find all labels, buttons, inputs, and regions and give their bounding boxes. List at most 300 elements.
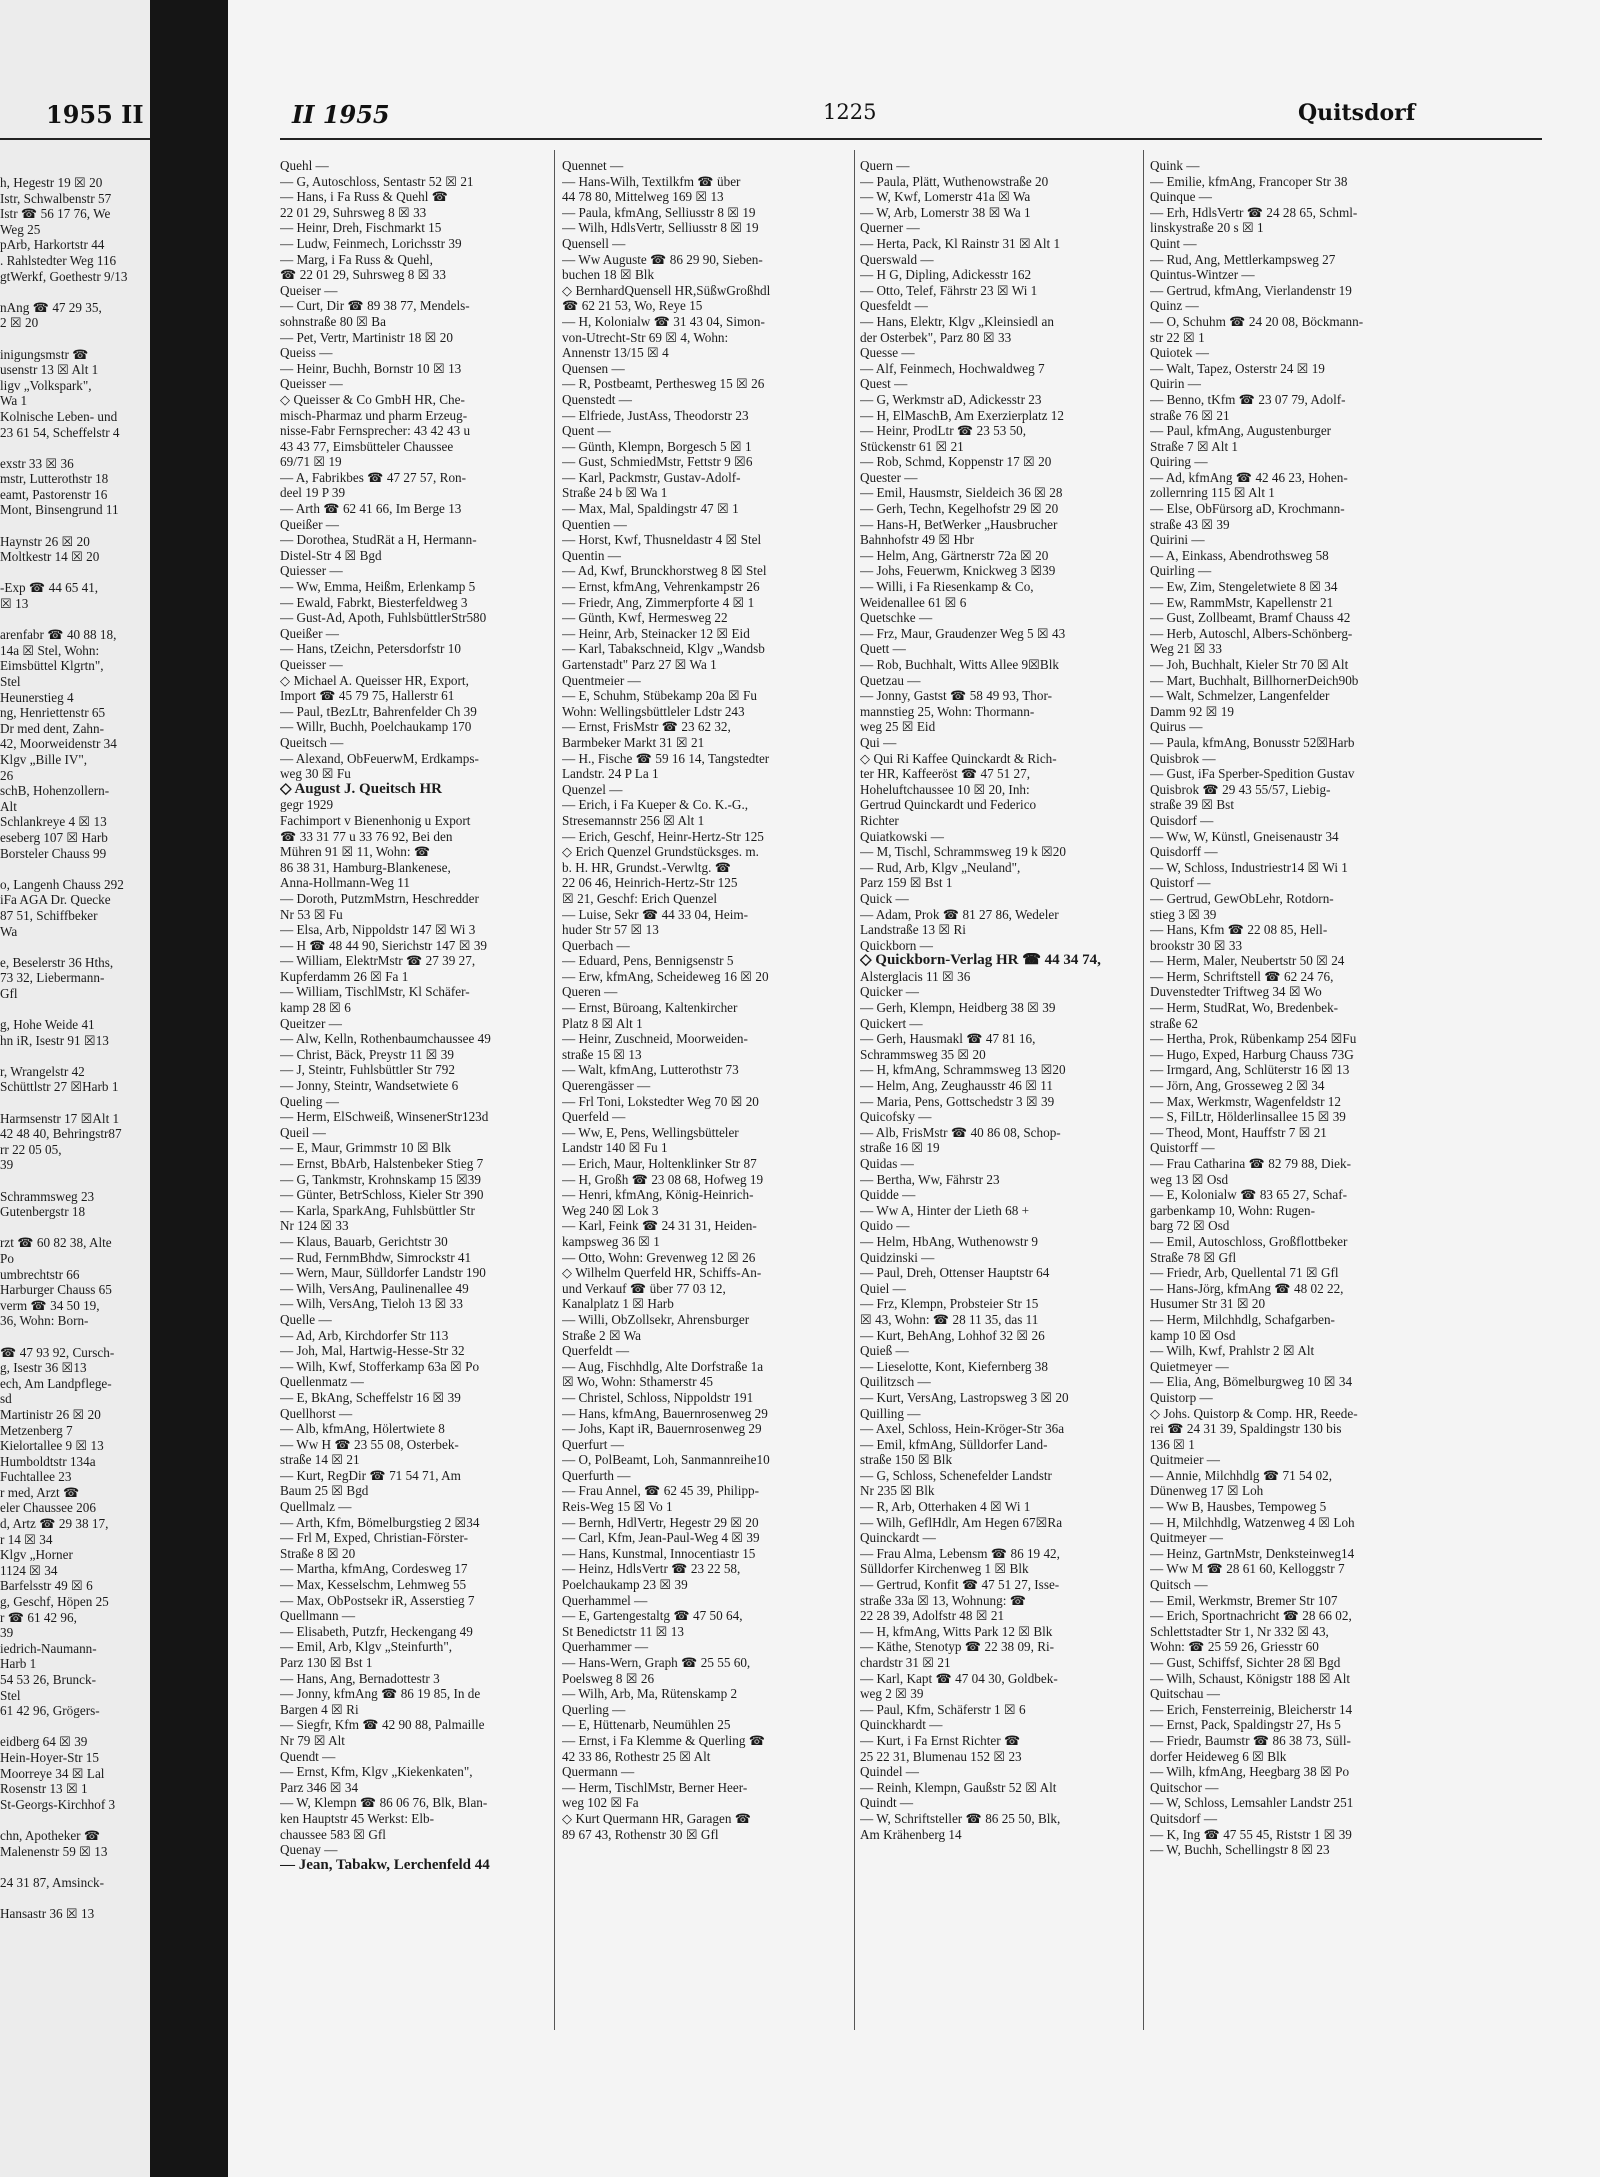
- directory-entry-line: — Günth, Klempn, Borgesch 5 ☒ 1: [562, 438, 752, 454]
- surname-heading: Queling —: [280, 1093, 339, 1109]
- surname-heading: Queil —: [280, 1124, 326, 1140]
- surname-heading: Quisbrok —: [1150, 750, 1216, 766]
- left-page-line: 36, Wohn: Born-: [0, 1313, 89, 1329]
- directory-entry-line: — Rob, Schmd, Koppenstr 17 ☒ 20: [860, 454, 1052, 470]
- directory-entry-line: gegr 1929: [280, 797, 334, 813]
- left-page-line: [0, 1859, 152, 1875]
- directory-entry-line: — E, Hüttenarb, Neumühlen 25: [562, 1717, 731, 1733]
- left-page-line: 87 51, Schiffbeker: [0, 907, 98, 923]
- directory-entry-line: — Gust-Ad, Apoth, FuhlsbüttlerStr580: [280, 610, 487, 626]
- column-2: [562, 158, 850, 1842]
- directory-entry-line: — Herm, Milchhdlg, Schafgarben-: [1150, 1311, 1335, 1327]
- directory-entry-line: — Karl, Feink ☎ 24 31 31, Heiden-: [562, 1218, 757, 1234]
- surname-heading: Quitschau —: [1150, 1686, 1220, 1702]
- directory-entry-line: Straße 78 ☒ Gfl: [1150, 1249, 1237, 1265]
- directory-entry-line: — Helm, Ang, Gärtnerstr 72a ☒ 20: [860, 547, 1049, 563]
- surname-heading: Quietmeyer —: [1150, 1358, 1229, 1374]
- directory-entry-line: — Reinh, Klempn, Gaußstr 52 ☒ Alt: [860, 1779, 1057, 1795]
- directory-entry-line: — Wilh, Kwf, Prahlstr 2 ☒ Alt: [1150, 1343, 1315, 1359]
- surname-heading: Quistorp —: [1150, 1389, 1213, 1405]
- directory-entry-line: rei ☎ 24 31 39, Spaldingstr 130 bis: [1150, 1421, 1342, 1437]
- left-page-line: Klgv „Bille IV",: [0, 751, 88, 767]
- directory-entry-line: Bargen 4 ☒ Ri: [280, 1701, 359, 1717]
- surname-heading: Quickert —: [860, 1015, 923, 1031]
- left-page-line: Hansastr 36 ☒ 13: [0, 1905, 95, 1921]
- directory-entry-line: — Friedr, Ang, Zimmerpforte 4 ☒ 1: [562, 594, 755, 610]
- surname-heading: Querner —: [860, 220, 920, 236]
- directory-entry-line: Damm 92 ☒ 19: [1150, 703, 1234, 719]
- directory-entry-line: — Wilh, GeflHdlr, Am Hegen 67☒Ra: [860, 1514, 1063, 1530]
- directory-entry-line: — Ewald, Fabrkt, Biesterfeldweg 3: [280, 594, 468, 610]
- directory-entry-line: Landstraße 13 ☒ Ri: [860, 922, 966, 938]
- directory-entry-line: deel 19 P 39: [280, 485, 346, 501]
- surname-heading: Quinckhardt —: [860, 1717, 943, 1733]
- surname-heading: Quidzinski —: [860, 1249, 935, 1265]
- left-page-line: ligv „Volkspark",: [0, 377, 92, 393]
- directory-entry-line: Import ☎ 45 79 75, Hallerstr 61: [280, 688, 455, 704]
- directory-entry-line: — Alf, Feinmech, Hochwaldweg 7: [860, 360, 1045, 376]
- left-header-rule: [0, 138, 150, 140]
- left-page-line: Humboldtstr 134a: [0, 1453, 96, 1469]
- left-page-line: 73 32, Liebermann-: [0, 970, 105, 986]
- directory-entry-line: — Frau Annel, ☎ 62 45 39, Philipp-: [562, 1483, 760, 1499]
- left-page-edge: [0, 0, 160, 2177]
- left-page-line: Schrammsweg 23: [0, 1188, 95, 1204]
- surname-heading: Quitmeier —: [1150, 1452, 1220, 1468]
- directory-entry-line: — Elia, Ang, Bömelburgweg 10 ☒ 34: [1150, 1374, 1353, 1390]
- directory-entry-line: — Hans, Ang, Bernadottestr 3: [280, 1670, 440, 1686]
- directory-entry-line: — Irmgard, Ang, Schlüterstr 16 ☒ 13: [1150, 1062, 1350, 1078]
- directory-entry-line: — Aug, Fischhdlg, Alte Dorfstraße 1a: [562, 1358, 764, 1374]
- directory-entry-line: Landstr 140 ☒ Fu 1: [562, 1140, 668, 1156]
- surname-heading: Quennet —: [562, 158, 624, 173]
- surname-heading: Queitzer —: [280, 1015, 342, 1031]
- directory-entry-line: — E, BkAng, Scheffelstr 16 ☒ 39: [280, 1389, 461, 1405]
- left-page-line: 24 31 87, Amsinck-: [0, 1874, 105, 1890]
- left-page-line: rr 22 05 05,: [0, 1141, 62, 1157]
- left-page-line: Harb 1: [0, 1656, 37, 1672]
- directory-entry-line: ☒ Wo, Wohn: Sthamerstr 45: [562, 1374, 713, 1390]
- directory-entry-line: — Karl, Packmstr, Gustav-Adolf-: [562, 469, 741, 485]
- directory-entry-line: — Wilh, kfmAng, Heegbarg 38 ☒ Po: [1150, 1764, 1350, 1780]
- column-4: [1150, 158, 1450, 1858]
- directory-entry-line: garbenkamp 10, Wohn: Rugen-: [1150, 1202, 1315, 1218]
- directory-entry-line: — Erich, Geschf, Heinr-Hertz-Str 125: [562, 828, 764, 844]
- left-page-line: ☎ 47 93 92, Cursch-: [0, 1344, 115, 1360]
- left-page-line: [0, 1719, 152, 1735]
- directory-entry-line: dorfer Heideweg 6 ☒ Blk: [1150, 1748, 1287, 1764]
- surname-heading: Quieß —: [860, 1343, 909, 1359]
- directory-entry-line: buchen 18 ☒ Blk: [562, 267, 655, 283]
- directory-entry-line: — Friedr, Baumstr ☎ 86 38 73, Süll-: [1150, 1732, 1351, 1748]
- directory-entry-line: sohnstraße 80 ☒ Ba: [280, 313, 386, 329]
- directory-entry-line: 42 33 86, Rothestr 25 ☒ Alt: [562, 1748, 711, 1764]
- left-page-line: 1124 ☒ 34: [0, 1562, 58, 1578]
- directory-page: [228, 0, 1600, 2177]
- directory-entry-line: — Jörn, Ang, Grosseweg 2 ☒ 34: [1150, 1078, 1325, 1094]
- directory-entry-line: Distel-Str 4 ☒ Bgd: [280, 547, 382, 563]
- directory-entry-line: — Ernst, Büroang, Kaltenkircher: [562, 1000, 738, 1016]
- directory-entry-line: Nr 53 ☒ Fu: [280, 906, 343, 922]
- left-page-line: [0, 1173, 152, 1189]
- directory-entry-line: — H, Kolonialw ☎ 31 43 04, Simon-: [562, 313, 765, 329]
- directory-entry-line: — Elisabeth, Putzfr, Heckengang 49: [280, 1623, 473, 1639]
- surname-heading: Queiser —: [280, 282, 338, 298]
- surname-heading: Quentin —: [562, 547, 621, 563]
- left-page-line: arenfabr ☎ 40 88 18,: [0, 627, 117, 643]
- surname-heading: Quick —: [860, 890, 909, 906]
- directory-entry-line: — H., Fische ☎ 59 16 14, Tangstedter: [562, 750, 770, 766]
- surname-heading: Quisdorf —: [1150, 812, 1214, 828]
- directory-entry-line: Bahnhofstr 49 ☒ Hbr: [860, 532, 975, 548]
- left-page-line: Harmsenstr 17 ☒Alt 1: [0, 1110, 120, 1126]
- left-page-line: Eimsbüttel Klgrtn",: [0, 658, 104, 674]
- surname-heading: Quellmann —: [280, 1608, 356, 1624]
- left-page-line: Martinistr 26 ☒ 20: [0, 1406, 101, 1422]
- surname-heading: Quinz —: [1150, 298, 1199, 314]
- surname-heading: Quistorff —: [1150, 1140, 1215, 1156]
- surname-heading: Quilitzsch —: [860, 1374, 931, 1390]
- directory-entry-line: weg 30 ☒ Fu: [280, 766, 351, 782]
- directory-entry-line: — Heinr, ProdLtr ☎ 23 53 50,: [860, 423, 1027, 439]
- left-page-line: r, Wrangelstr 42: [0, 1063, 85, 1079]
- directory-entry-line: — Ad, kfmAng ☎ 42 46 23, Hohen-: [1150, 469, 1348, 485]
- directory-entry-line: — S, FilLtr, Hölderlinsallee 15 ☒ 39: [1150, 1109, 1346, 1125]
- directory-entry-line: — Klaus, Bauarb, Gerichtstr 30: [280, 1233, 448, 1249]
- surname-heading: Queißer —: [280, 516, 339, 532]
- directory-entry-line: — Christel, Schloss, Nippoldstr 191: [562, 1389, 754, 1405]
- directory-entry-line: — Hans, kfmAng, Bauernrosenweg 29: [562, 1405, 768, 1421]
- surname-heading: Quidde —: [860, 1187, 916, 1203]
- directory-entry-line: — Rud, FernmBhdw, Simrockstr 41: [280, 1249, 472, 1265]
- directory-entry-line: Husumer Str 31 ☒ 20: [1150, 1296, 1266, 1312]
- directory-entry-line: — E, Schuhm, Stübekamp 20a ☒ Fu: [562, 688, 757, 704]
- left-page-line: exstr 33 ☒ 36: [0, 455, 74, 471]
- directory-entry-line: — W, Buchh, Schellingstr 8 ☒ 23: [1150, 1842, 1330, 1858]
- directory-entry-line: — Günter, BetrSchloss, Kieler Str 390: [280, 1187, 484, 1203]
- directory-entry-line: straße 76 ☒ 21: [1150, 407, 1230, 423]
- surname-heading: Quindt —: [860, 1795, 914, 1811]
- directory-entry-line: — Ernst, FrisMstr ☎ 23 62 32,: [562, 719, 731, 735]
- surname-heading: Quitsch —: [1150, 1577, 1208, 1593]
- page-number: 1225: [823, 100, 877, 124]
- directory-entry-line: nisse-Fabr Fernsprecher: 43 42 43 u: [280, 423, 471, 439]
- surname-heading: Quindel —: [860, 1764, 919, 1780]
- directory-entry-line: — Wilh, Arb, Ma, Rütenskamp 2: [562, 1686, 738, 1702]
- surname-heading: Quehl —: [280, 158, 329, 173]
- left-page-line: iFa AGA Dr. Quecke: [0, 892, 111, 908]
- surname-heading: Quiring —: [1150, 454, 1208, 470]
- directory-entry-line: — Emilie, kfmAng, Francoper Str 38: [1150, 173, 1348, 189]
- directory-entry-line: — Erich, i Fa Kueper & Co. K.-G.,: [562, 797, 749, 813]
- directory-entry-line: — Alw, Kelln, Rothenbaumchaussee 49: [280, 1031, 491, 1047]
- left-page-line: gtWerkf, Goethestr 9/13: [0, 268, 128, 284]
- directory-entry-line: ◇ Kurt Quermann HR, Garagen ☎: [562, 1810, 752, 1826]
- directory-entry-line: — Frz, Maur, Graudenzer Weg 5 ☒ 43: [860, 625, 1066, 641]
- left-page-line: [0, 1048, 152, 1064]
- directory-entry-line: chaussee 583 ☒ Gfl: [280, 1826, 386, 1842]
- directory-entry-line: — Max, Werkmstr, Wagenfeldstr 12: [1150, 1093, 1341, 1109]
- directory-entry-line: b. H. HR, Grundst.-Verwltg. ☎: [562, 859, 732, 875]
- directory-entry-line: — Dorothea, StudRät a H, Hermann-: [280, 532, 477, 548]
- directory-entry-line: — Henri, kfmAng, König-Heinrich-: [562, 1187, 754, 1203]
- directory-entry-line: ◇ August J. Queitsch HR: [280, 781, 442, 797]
- directory-entry-line: — G, Tankmstr, Krohnskamp 15 ☒39: [280, 1171, 481, 1187]
- directory-entry-line: — Kurt, RegDir ☎ 71 54 71, Am: [280, 1467, 461, 1483]
- directory-entry-line: — H ☎ 48 44 90, Sierichstr 147 ☒ 39: [280, 937, 488, 953]
- left-page-line: Heunerstieg 4: [0, 689, 74, 705]
- directory-entry-line: — Frz, Klempn, Probsteier Str 15: [860, 1296, 1039, 1312]
- left-page-line: chn, Apotheker ☎: [0, 1827, 101, 1843]
- surname-heading: Quirus —: [1150, 719, 1203, 735]
- directory-entry-line: — Arth ☎ 62 41 66, Im Berge 13: [280, 501, 462, 517]
- directory-entry-line: — Max, Kesselschm, Lehmweg 55: [280, 1577, 467, 1593]
- left-page-line: Schlankreye 4 ☒ 13: [0, 814, 107, 830]
- directory-entry-line: — O, Schuhm ☎ 24 20 08, Böckmann-: [1150, 313, 1364, 329]
- directory-entry-line: huder Str 57 ☒ 13: [562, 922, 659, 938]
- page-left-header: II 1955: [292, 100, 390, 129]
- directory-entry-line: — Joh, Buchhalt, Kieler Str 70 ☒ Alt: [1150, 657, 1349, 672]
- surname-heading: Quiel —: [860, 1280, 906, 1296]
- left-page-line: r 14 ☒ 34: [0, 1531, 53, 1547]
- surname-heading: Queitsch —: [280, 734, 344, 750]
- directory-entry-line: — Herm, Maler, Neubertstr 50 ☒ 24: [1150, 953, 1345, 969]
- directory-entry-line: — Arth, Kfm, Bömelburgstieg 2 ☒34: [280, 1514, 480, 1530]
- directory-entry-line: — Ernst, kfmAng, Vehrenkampstr 26: [562, 579, 760, 595]
- surname-heading: Quink —: [1150, 158, 1200, 173]
- left-page-line: [0, 939, 152, 955]
- directory-entry-line: — Ernst, i Fa Klemme & Querling ☎: [562, 1732, 766, 1748]
- directory-entry-line: ◇ Michael A. Queisser HR, Export,: [280, 672, 469, 688]
- left-page-line: [0, 440, 152, 456]
- directory-entry-line: Hoheluftchaussee 10 ☒ 20, Inh:: [860, 781, 1030, 797]
- directory-entry-line: — Herm, ElSchweiß, WinsenerStr123d: [280, 1109, 489, 1125]
- directory-entry-line: — Ww A, Hinter der Lieth 68 +: [860, 1202, 1030, 1218]
- directory-entry-line: — Gerh, Klempn, Heidberg 38 ☒ 39: [860, 1000, 1056, 1016]
- surname-heading: Queisser —: [280, 376, 343, 392]
- surname-heading: Queren —: [562, 984, 618, 1000]
- left-page-line: Wa 1: [0, 393, 28, 409]
- directory-entry-line: — Paula, kfmAng, Bonusstr 52☒Harb: [1150, 734, 1355, 750]
- directory-entry-line: — W, Schloss, Lemsahler Landstr 251: [1150, 1795, 1354, 1811]
- directory-entry-line: — Paula, kfmAng, Selliusstr 8 ☒ 19: [562, 204, 756, 220]
- directory-entry-line: misch-Pharmaz und pharm Erzeug-: [280, 407, 468, 423]
- directory-entry-line: — Erw, kfmAng, Scheideweg 16 ☒ 20: [562, 968, 769, 984]
- directory-entry-line: straße 39 ☒ Bst: [1150, 797, 1234, 813]
- directory-entry-line: — Hans, Kfm ☎ 22 08 85, Hell-: [1150, 922, 1328, 938]
- directory-entry-line: — Wilh, VersAng, Paulinenallee 49: [280, 1280, 469, 1296]
- book-gutter: [150, 0, 230, 2177]
- left-page-line: -Exp ☎ 44 65 41,: [0, 580, 99, 596]
- directory-entry-line: Dünenweg 17 ☒ Loh: [1150, 1483, 1264, 1499]
- directory-entry-line: — Wilh, VersAng, Tieloh 13 ☒ 33: [280, 1296, 463, 1312]
- directory-entry-line: — Otto, Wohn: Grevenweg 12 ☒ 26: [562, 1249, 756, 1265]
- directory-entry-line: ter HR, Kaffeeröst ☎ 47 51 27,: [860, 766, 1031, 782]
- directory-entry-line: — Heinr, Zuschneid, Moorweiden-: [562, 1031, 748, 1047]
- left-page-line: [0, 565, 152, 581]
- directory-entry-line: Platz 8 ☒ Alt 1: [562, 1015, 643, 1031]
- directory-entry-line: — Ww, E, Pens, Wellingsbütteler: [562, 1124, 739, 1140]
- directory-entry-line: — Frl M, Exped, Christian-Förster-: [280, 1530, 469, 1546]
- surname-heading: Quirini —: [1150, 532, 1205, 548]
- left-page-line: 61 42 96, Grögers-: [0, 1703, 100, 1719]
- directory-entry-line: — Gerh, Hausmakl ☎ 47 81 16,: [860, 1031, 1036, 1047]
- left-page-line: Borsteler Chauss 99: [0, 845, 107, 861]
- left-page-line: Stel: [0, 674, 21, 689]
- directory-entry-line: — W, Schriftsteller ☎ 86 25 50, Blk,: [860, 1810, 1061, 1826]
- directory-entry-line: — E, Kolonialw ☎ 83 65 27, Schaf-: [1150, 1187, 1347, 1203]
- surname-heading: Querengässer —: [562, 1078, 651, 1094]
- directory-entry-line: — Walt, Schmelzer, Langenfelder: [1150, 688, 1330, 704]
- left-page-line: Klgv „Horner: [0, 1547, 73, 1563]
- directory-entry-line: ☒ 43, Wohn: ☎ 28 11 35, das 11: [860, 1311, 1039, 1327]
- left-page-line: eidberg 64 ☒ 39: [0, 1734, 88, 1750]
- directory-entry-line: — Emil, Werkmstr, Bremer Str 107: [1150, 1592, 1338, 1608]
- left-page-line: [0, 1220, 152, 1236]
- directory-entry-line: kampsweg 36 ☒ 1: [562, 1233, 660, 1249]
- left-page-line: hn iR, Isestr 91 ☒13: [0, 1032, 109, 1048]
- directory-entry-line: 86 38 31, Hamburg-Blankenese,: [280, 859, 451, 875]
- directory-entry-line: — Jonny, kfmAng ☎ 86 19 85, In de: [280, 1686, 481, 1702]
- directory-entry-line: ◇ Wilhelm Querfeld HR, Schiffs-An-: [562, 1265, 762, 1281]
- directory-entry-line: — Frau Alma, Lebensm ☎ 86 19 42,: [860, 1545, 1060, 1561]
- surname-heading: Quicker —: [860, 984, 919, 1000]
- directory-entry-line: str 22 ☒ 1: [1150, 329, 1205, 345]
- directory-entry-line: mannstieg 25, Wohn: Thormann-: [860, 703, 1035, 719]
- left-page-line: Po: [0, 1250, 14, 1266]
- directory-entry-line: — Paul, Kfm, Schäferstr 1 ☒ 6: [860, 1701, 1026, 1717]
- directory-entry-line: — Paula, Plätt, Wuthenowstraße 20: [860, 173, 1049, 189]
- directory-entry-line: Weg 21 ☒ 33: [1150, 641, 1222, 657]
- surname-heading: Quest —: [860, 376, 908, 392]
- left-page-line: g, Isestr 36 ☒13: [0, 1360, 87, 1376]
- surname-heading: Quisdorff —: [1150, 844, 1218, 860]
- directory-entry-line: straße 33a ☒ 13, Wohnung: ☎: [860, 1592, 1027, 1608]
- directory-entry-line: 69/71 ☒ 19: [280, 454, 342, 470]
- left-page-line: Moorreye 34 ☒ Lal: [0, 1765, 105, 1781]
- directory-entry-line: — Emil, Autoschloss, Großflottbeker: [1150, 1233, 1348, 1249]
- directory-entry-line: — Hans-Wilh, Textilkfm ☎ über: [562, 173, 741, 189]
- directory-entry-line: — Doroth, PutzmMstrn, Heschredder: [280, 890, 479, 906]
- directory-entry-line: — Heinr, Arb, Steinacker 12 ☒ Eid: [562, 625, 750, 641]
- left-page-line: Hein-Hoyer-Str 15: [0, 1749, 99, 1765]
- left-page-line: [0, 1001, 152, 1017]
- left-page-line: 54 53 26, Brunck-: [0, 1672, 96, 1687]
- surname-heading: Queisser —: [280, 657, 343, 672]
- left-page-line: umbrechtstr 66: [0, 1266, 80, 1282]
- left-page-line: Weg 25: [0, 221, 41, 237]
- directory-entry-line: — Else, ObFürsorg aD, Krochmann-: [1150, 501, 1345, 517]
- directory-entry-line: straße 15 ☒ 13: [562, 1046, 642, 1062]
- directory-entry-line: — Ernst, BbArb, Halstenbeker Stieg 7: [280, 1156, 484, 1171]
- left-page-line: g, Geschf, Höpen 25: [0, 1594, 109, 1610]
- directory-entry-line: — Herb, Autoschl, Albers-Schönberg-: [1150, 625, 1353, 641]
- directory-entry-line: — Helm, Ang, Zeughausstr 46 ☒ 11: [860, 1078, 1054, 1094]
- directory-entry-line: straße 14 ☒ 21: [280, 1452, 360, 1468]
- directory-entry-line: — Hans, tZeichn, Petersdorfstr 10: [280, 641, 461, 657]
- surname-heading: Quenay —: [280, 1842, 338, 1858]
- directory-entry-line: — H G, Dipling, Adickesstr 162: [860, 267, 1032, 283]
- directory-entry-line: — Emil, Hausmstr, Sieldeich 36 ☒ 28: [860, 485, 1063, 501]
- surname-heading: Quitschor —: [1150, 1779, 1219, 1795]
- left-page-line: [0, 1329, 152, 1345]
- surname-heading: Quistorf —: [1150, 875, 1211, 891]
- directory-entry-line: — Pet, Vertr, Martinistr 18 ☒ 20: [280, 329, 453, 345]
- surname-heading: Quinque —: [1150, 189, 1212, 205]
- left-page-line: [0, 331, 152, 347]
- left-page-line: Moltkestr 14 ☒ 20: [0, 549, 100, 565]
- directory-entry-line: — Annie, Milchhdlg ☎ 71 54 02,: [1150, 1467, 1332, 1483]
- directory-entry-line: weg 25 ☒ Eid: [860, 719, 936, 735]
- left-page-line: 2 ☒ 20: [0, 315, 39, 331]
- directory-entry-line: — Benno, tKfm ☎ 23 07 79, Adolf-: [1150, 391, 1346, 407]
- surname-heading: Quellmalz —: [280, 1499, 352, 1515]
- left-page-column: [0, 175, 152, 1922]
- surname-heading: Quido —: [860, 1218, 910, 1234]
- directory-entry-line: — H, kfmAng, Schrammsweg 13 ☒20: [860, 1062, 1066, 1078]
- directory-entry-line: — Siegfr, Kfm ☎ 42 90 88, Palmaille: [280, 1717, 485, 1733]
- directory-entry-line: — W, Schloss, Industriestr14 ☒ Wi 1: [1150, 859, 1348, 875]
- left-page-line: Alt: [0, 798, 17, 814]
- directory-entry-line: — Walt, Tapez, Osterstr 24 ☒ 19: [1150, 360, 1325, 376]
- directory-entry-line: Quisbrok ☎ 29 43 55/57, Liebig-: [1150, 781, 1331, 797]
- column-divider: [1143, 150, 1144, 2030]
- directory-entry-line: — Ew, RammMstr, Kapellenstr 21: [1150, 594, 1334, 610]
- directory-entry-line: — O, PolBeamt, Loh, Sanmannreihe10: [562, 1452, 770, 1468]
- left-page-line: St-Georgs-Kirchhof 3: [0, 1796, 116, 1812]
- directory-entry-line: Duvenstedter Triftweg 34 ☒ Wo: [1150, 984, 1322, 1000]
- directory-entry-line: — Ernst, Pack, Spaldingstr 27, Hs 5: [1150, 1717, 1341, 1733]
- directory-entry-line: — A, Einkass, Abendrothsweg 58: [1150, 547, 1329, 563]
- directory-entry-line: — William, ElektrMstr ☎ 27 39 27,: [280, 953, 476, 969]
- directory-entry-line: — Hans, Kunstmal, Innocentiastr 15: [562, 1545, 756, 1561]
- directory-entry-line: weg 102 ☒ Fa: [562, 1795, 639, 1811]
- directory-entry-line: — Max, Mal, Spaldingstr 47 ☒ 1: [562, 501, 739, 517]
- directory-entry-line: Schrammsweg 35 ☒ 20: [860, 1046, 986, 1062]
- column-divider: [554, 150, 555, 2030]
- surname-heading: Querling —: [562, 1701, 626, 1717]
- directory-entry-line: Sülldorfer Kirchenweg 1 ☒ Blk: [860, 1561, 1029, 1577]
- left-page-line: [0, 1890, 152, 1906]
- directory-entry-line: — Lieselotte, Kont, Kiefernberg 38: [860, 1358, 1048, 1374]
- surname-heading: Quetschke —: [860, 610, 933, 626]
- directory-entry-line: — Emil, Arb, Klgv „Steinfurth",: [280, 1639, 453, 1655]
- directory-entry-line: — H, Großh ☎ 23 08 68, Hofweg 19: [562, 1171, 764, 1187]
- directory-entry-line: — Hans-H, BetWerker „Hausbrucher: [860, 516, 1058, 532]
- left-page-line: rzt ☎ 60 82 38, Alte: [0, 1235, 112, 1251]
- directory-entry-line: — Gust, iFa Sperber-Spedition Gustav: [1150, 766, 1355, 782]
- directory-entry-line: — Frau Catharina ☎ 82 79 88, Diek-: [1150, 1156, 1352, 1171]
- left-page-line: inigungsmstr ☎: [0, 346, 89, 362]
- directory-entry-line: ☎ 62 21 53, Wo, Reye 15: [562, 298, 703, 314]
- directory-entry-line: — Hertha, Prok, Rübenkamp 254 ☒Fu: [1150, 1031, 1357, 1047]
- left-page-line: Wa: [0, 923, 18, 939]
- directory-entry-line: barg 72 ☒ Osd: [1150, 1218, 1230, 1234]
- left-page-line: ech, Am Landpflege-: [0, 1375, 112, 1391]
- directory-entry-line: zollernring 115 ☒ Alt 1: [1150, 485, 1275, 501]
- directory-entry-line: Parz 159 ☒ Bst 1: [860, 875, 953, 891]
- left-page-line: Rosenstr 13 ☒ 1: [0, 1781, 88, 1797]
- directory-entry-line: — Jonny, Steintr, Wandsetwiete 6: [280, 1078, 459, 1094]
- directory-entry-line: — Paul, kfmAng, Augustenburger: [1150, 423, 1332, 439]
- directory-entry-line: Nr 124 ☒ 33: [280, 1218, 349, 1234]
- directory-entry-line: Gertrud Quinckardt und Federico: [860, 797, 1037, 813]
- directory-entry-line: — Johs, Kapt iR, Bauernrosenweg 29: [562, 1421, 762, 1437]
- directory-entry-line: Nr 79 ☒ Alt: [280, 1732, 345, 1748]
- directory-entry-line: ◇ Erich Quenzel Grundstücksges. m.: [562, 844, 759, 860]
- directory-entry-line: — Heinz, HdlsVertr ☎ 23 22 58,: [562, 1561, 741, 1577]
- left-page-line: Harburger Chauss 65: [0, 1282, 112, 1298]
